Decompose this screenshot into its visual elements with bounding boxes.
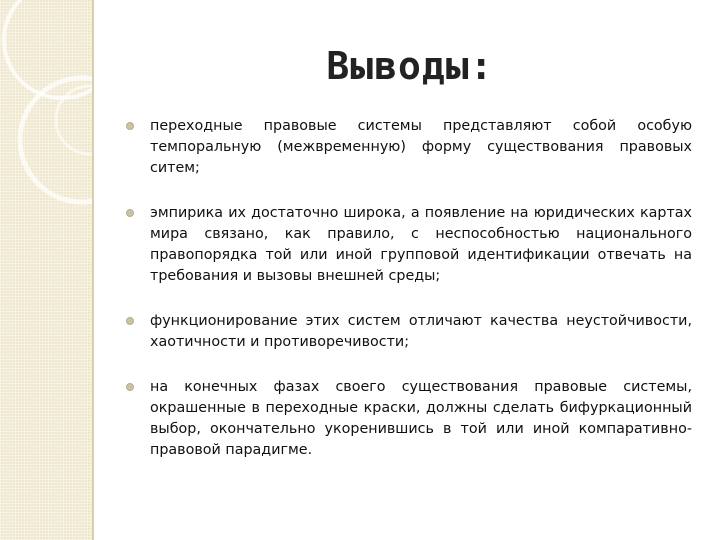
decorative-side-band xyxy=(0,0,92,540)
slide-title: Выводы: xyxy=(326,44,494,88)
bullet-item xyxy=(126,203,692,287)
bullet-text: эмпирика их достаточно широка, а появление на юридических картах мира связано, как правило, с неспособностью национального правопорядка той или иной групповой идентификации отвечать на требования и вызовы внешней среды; xyxy=(150,205,692,284)
bullet-dot-icon xyxy=(126,209,134,217)
circle-ornament-icon xyxy=(0,0,92,540)
bullet-dot-icon xyxy=(126,317,134,325)
bullet-item xyxy=(126,311,692,353)
bullet-item xyxy=(126,377,692,461)
bullet-item xyxy=(126,116,692,179)
bullet-dot-icon xyxy=(126,383,134,391)
bullet-text: функционирование этих систем отличают качества неустойчивости, хаотичности и противоречивости; xyxy=(150,313,692,350)
band-divider xyxy=(92,0,94,540)
bullet-dot-icon xyxy=(126,122,134,130)
bullet-text: переходные правовые системы представляют собой особую темпоральную (межвременную) форму существования правовых ситем; xyxy=(150,118,692,176)
bullet-text: на конечных фазах своего существования правовые системы, окрашенные в переходные краски, должны сделать бифуркационный выбор, окончательно укоренившись в той или иной компаративно-правовой парадигме. xyxy=(150,379,692,458)
bullet-list xyxy=(126,116,692,461)
